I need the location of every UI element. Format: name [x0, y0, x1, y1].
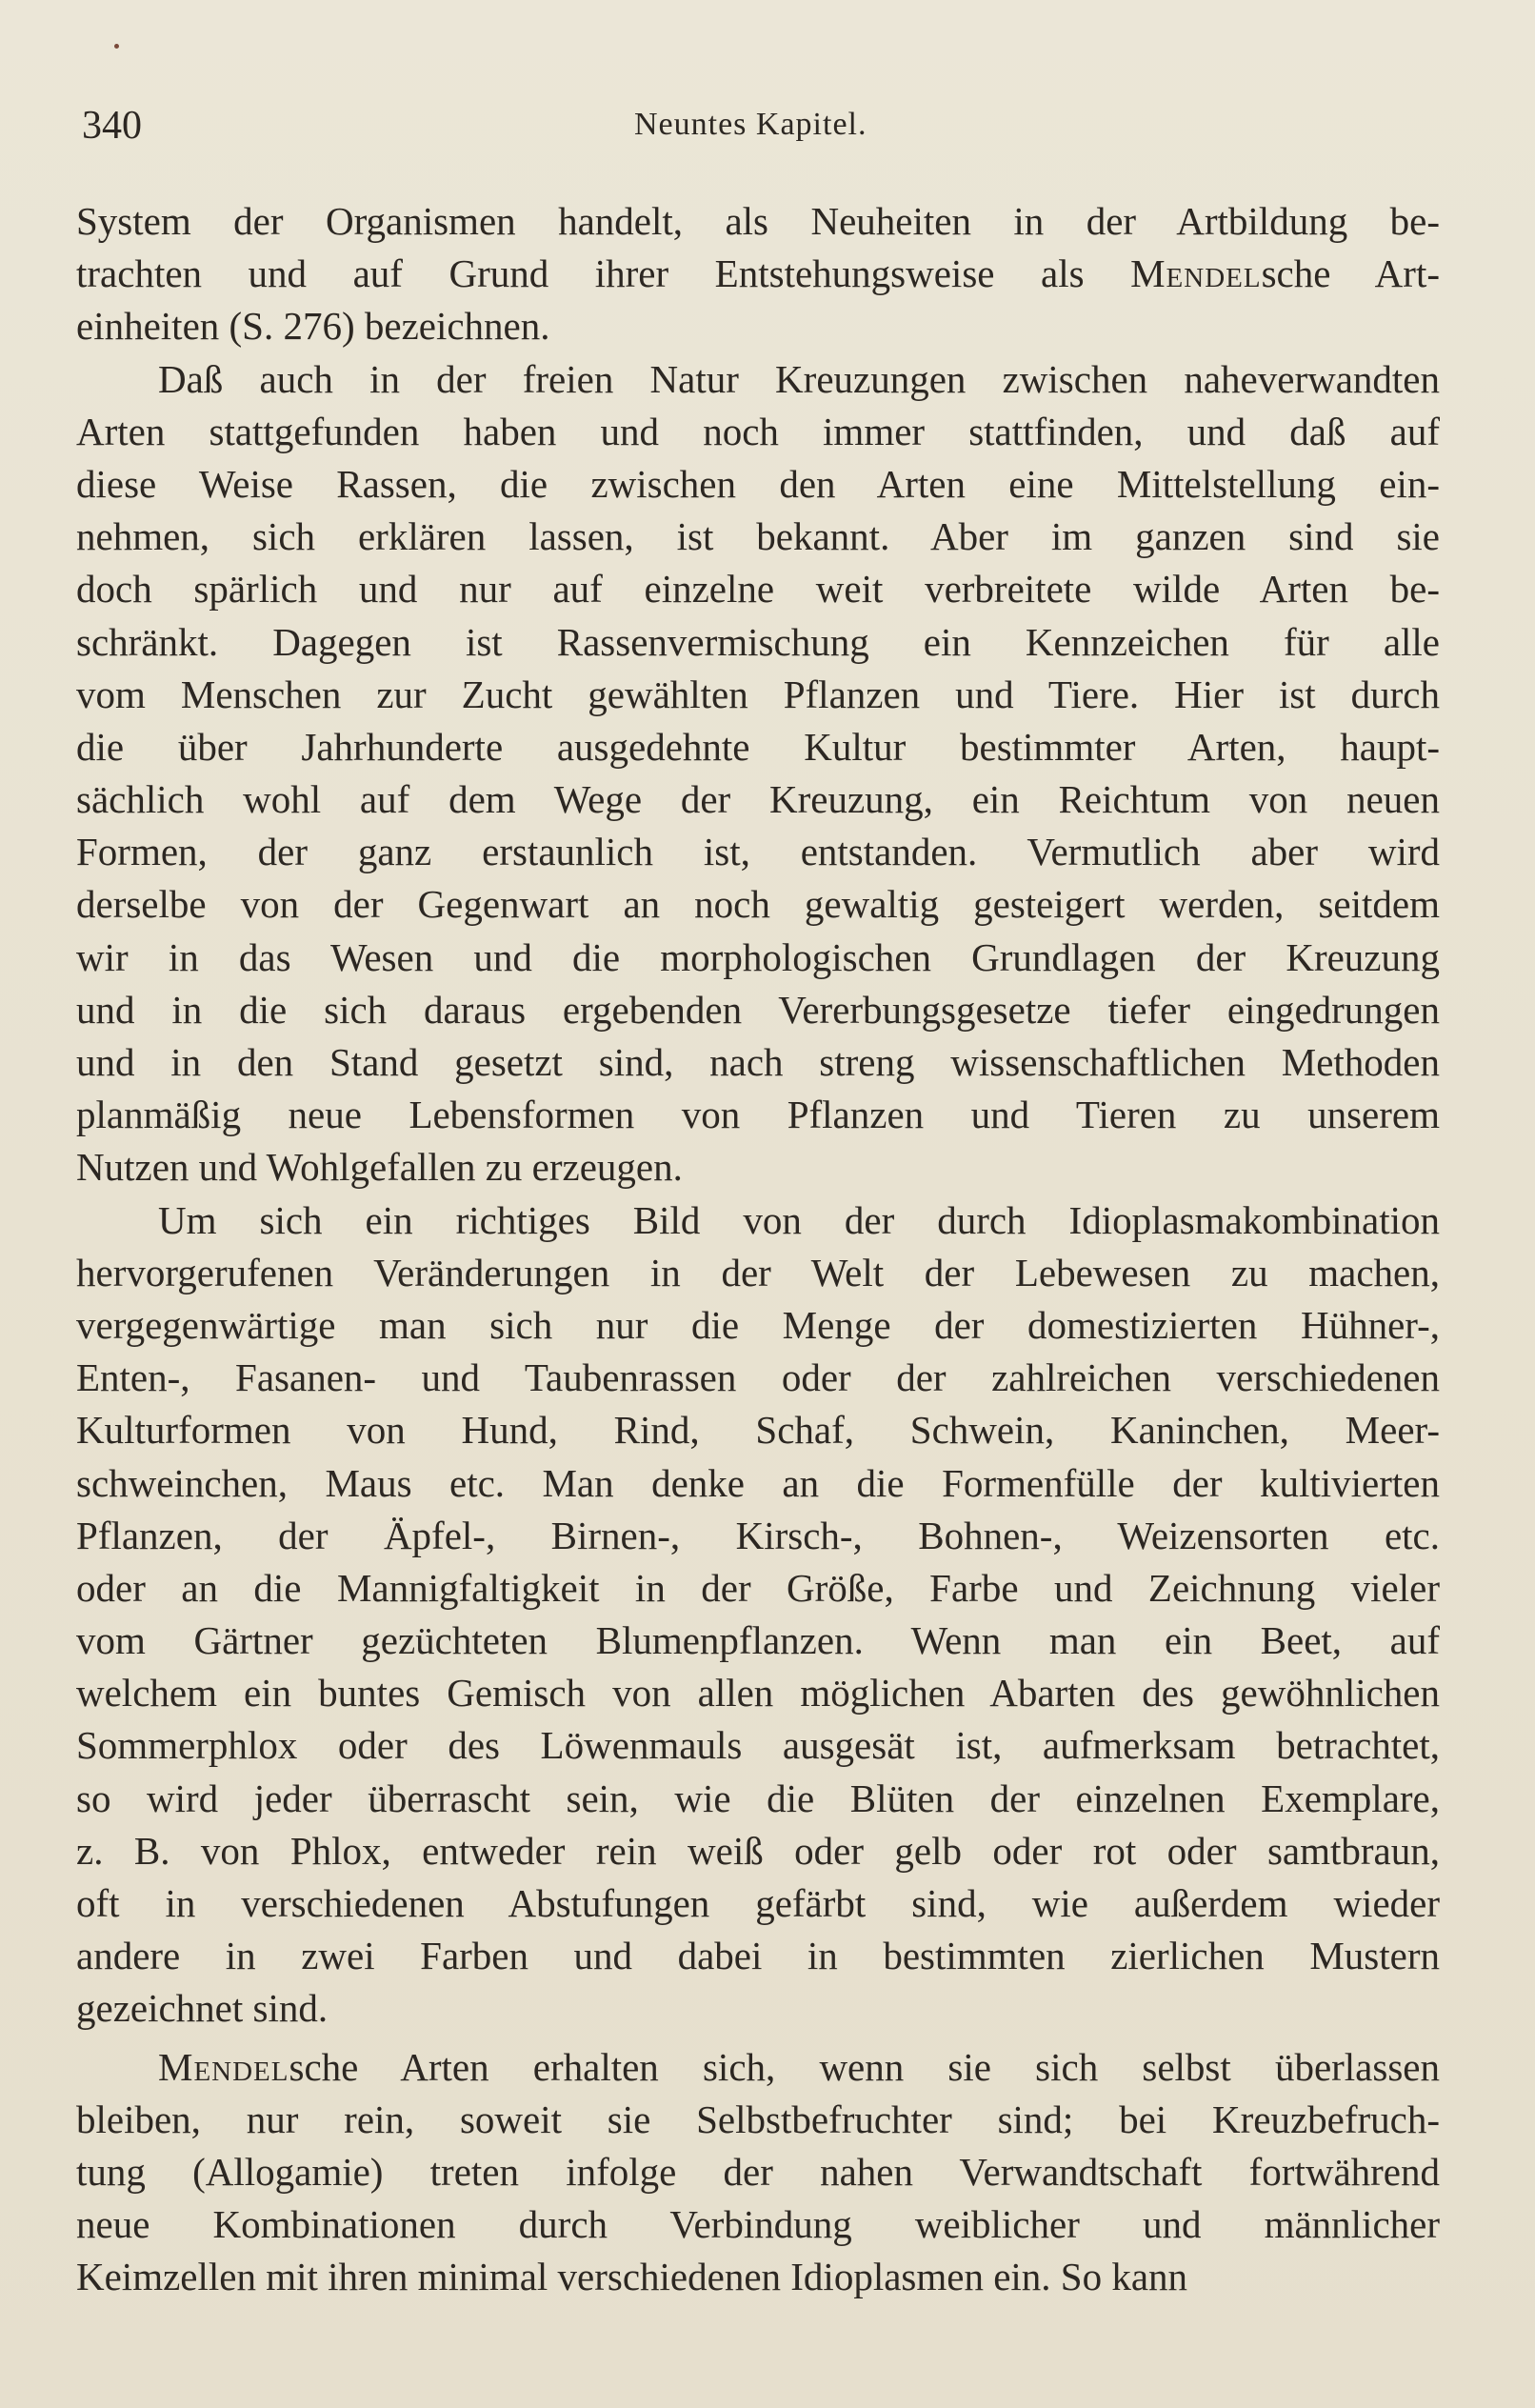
page-number: 340: [82, 104, 142, 148]
text-line: Arten stattgefunden haben und noch immer stattfinden, und daß auf: [76, 409, 1440, 453]
text-line: z. B. von Phlox, entweder rein weiß oder gelb oder rot oder samtbraun,: [76, 1828, 1440, 1873]
text-line: welchem ein buntes Gemisch von allen möglichen Abarten des gewöhnlichen: [76, 1671, 1440, 1716]
text-line: Formen, der ganz erstaunlich ist, entstanden. Vermutlich aber wird: [76, 830, 1440, 874]
text-line: vom Gärtner gezüchteten Blumenpflanzen. Wenn man ein Beet, auf: [76, 1618, 1440, 1663]
text-line: Pflanzen, der Äpfel-, Birnen-, Kirsch-, Bohnen-, Weizensorten etc.: [76, 1513, 1440, 1557]
text-line: und in die sich daraus ergebenden Vererbungsgesetze tiefer eingedrungen: [76, 987, 1440, 1032]
text-line: einheiten (S. 276) bezeichnen.: [76, 304, 550, 349]
text-line: Nutzen und Wohlgefallen zu erzeugen.: [76, 1145, 683, 1190]
text-line: schweinchen, Maus etc. Man denke an die Formenfülle der kultivierten: [76, 1460, 1440, 1505]
text-line: so wird jeder überrascht sein, wie die Blüten der einzelnen Exemplare,: [76, 1776, 1440, 1820]
text-line: Daß auch in der freien Natur Kreuzungen zwischen naheverwandten: [158, 356, 1440, 401]
text-line: wir in das Wesen und die morphologischen Grundlagen der Kreuzung: [76, 934, 1440, 979]
ink-speck: [114, 44, 119, 49]
text-line: vom Menschen zur Zucht gewählten Pflanzen und Tiere. Hier ist durch: [76, 672, 1440, 716]
text-line: vergegenwärtige man sich nur die Menge der domestizierten Hühner-,: [76, 1302, 1440, 1347]
text-line: Enten-, Fasanen- und Taubenrassen oder der zahlreichen verschiedenen: [76, 1355, 1440, 1400]
text-line: Um sich ein richtiges Bild von der durch Idioplasmakombination: [158, 1197, 1440, 1242]
text-line: gezeichnet sind.: [76, 1986, 329, 2031]
text-line: Sommerphlox oder des Löwenmauls ausgesät ist, aufmerksam betrachtet,: [76, 1723, 1440, 1768]
text-line: Keimzellen mit ihren minimal verschiedenen Idioplasmen ein. So kann: [76, 2255, 1188, 2299]
text-line: neue Kombinationen durch Verbindung weiblicher und männlicher: [76, 2202, 1440, 2247]
text-line: planmäßig neue Lebensformen von Pflanzen und Tieren zu unserem: [76, 1093, 1440, 1137]
text-line: oft in verschiedenen Abstufungen gefärbt sind, wie außerdem wieder: [76, 1881, 1440, 1925]
text-line: tung (Allogamie) treten infolge der nahen Verwandtschaft fortwährend: [76, 2149, 1440, 2194]
text-line: Kulturformen von Hund, Rind, Schaf, Schwein, Kaninchen, Meer-: [76, 1408, 1440, 1453]
text-line: System der Organismen handelt, als Neuheiten in der Artbildung be-: [76, 199, 1440, 243]
page-header: [82, 103, 939, 150]
text-line: die über Jahrhunderte ausgedehnte Kultur bestimmter Arten, haupt-: [76, 724, 1440, 769]
paragraph: [76, 353, 1440, 1194]
paragraph: [76, 2041, 1440, 2304]
text-line: schränkt. Dagegen ist Rassenvermischung ein Kennzeichen für alle: [76, 619, 1440, 664]
text-line: hervorgerufenen Veränderungen in der Welt der Lebewesen zu machen,: [76, 1250, 1440, 1294]
text-line: und in den Stand gesetzt sind, nach streng wissenschaftlichen Methoden: [76, 1040, 1440, 1084]
text-line: bleiben, nur rein, soweit sie Selbstbefruchter sind; bei Kreuzbefruch-: [76, 2097, 1440, 2141]
text-line: diese Weise Rassen, die zwischen den Arten eine Mittelstellung ein-: [76, 461, 1440, 506]
body-text: [76, 195, 1440, 2304]
text-line: oder an die Mannigfaltigkeit in der Größe, Farbe und Zeichnung vieler: [76, 1565, 1440, 1610]
text-line: doch spärlich und nur auf einzelne weit verbreitete wilde Arten be-: [76, 567, 1440, 612]
text-line: nehmen, sich erklären lassen, ist bekannt. Aber im ganzen sind sie: [76, 514, 1440, 559]
text-line: trachten und auf Grund ihrer Entstehungsweise als Mendelsche Art-: [76, 251, 1440, 296]
running-title: Neuntes Kapitel.: [634, 107, 867, 142]
paragraph: [76, 195, 1440, 353]
text-line: sächlich wohl auf dem Wege der Kreuzung, ein Reichtum von neuen: [76, 777, 1440, 822]
paragraph: [76, 1194, 1440, 2036]
text-line: Mendelsche Arten erhalten sich, wenn sie sich selbst überlassen: [158, 2044, 1440, 2089]
text-line: andere in zwei Farben und dabei in bestimmten zierlichen Mustern: [76, 1934, 1440, 1978]
text-line: derselbe von der Gegenwart an noch gewaltig gesteigert werden, seitdem: [76, 882, 1440, 927]
